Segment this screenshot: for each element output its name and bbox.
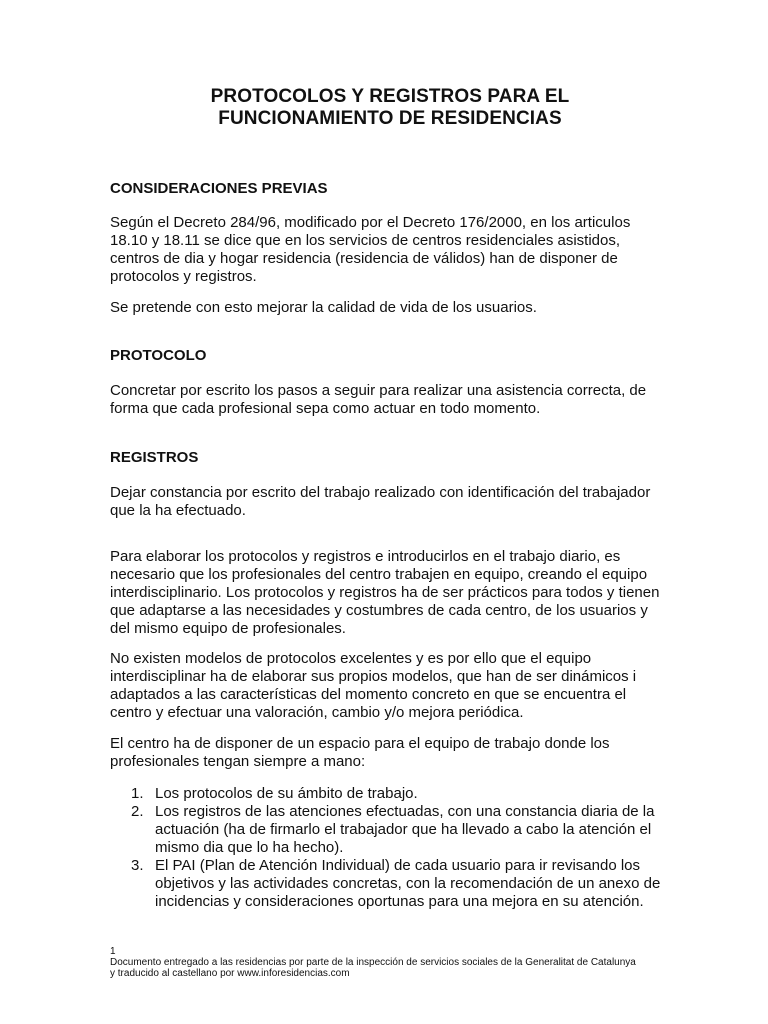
text-line: interdisciplinario. Los protocolos y registros ha de ser prácticos para todos y tienen — [110, 584, 660, 601]
text-line: centro y efectuar una valoración, cambio y/o mejora periódica. — [110, 704, 524, 721]
text-line: incidencias y consideraciones oportunas para una mejora en su atención. — [155, 893, 644, 910]
text-line: que la ha efectuado. — [110, 502, 246, 519]
paragraph-body-2 — [110, 650, 685, 722]
heading-consideraciones: CONSIDERACIONES PREVIAS — [110, 180, 328, 197]
paragraph-body-3 — [110, 735, 685, 771]
text-line: Concretar por escrito los pasos a seguir para realizar una asistencia correcta, de — [110, 382, 647, 399]
footnote-line: Documento entregado a las residencias por parte de la inspección de servicios sociales de la Generalitat de Catalunya — [110, 957, 636, 968]
list-item — [110, 857, 690, 911]
list-item-number: 3. — [131, 857, 144, 874]
text-line: Los registros de las atenciones efectuadas, con una constancia diaria de la — [155, 803, 655, 820]
text-line: profesionales tengan siempre a mano: — [110, 753, 366, 770]
text-line: Según el Decreto 284/96, modificado por el Decreto 176/2000, en los articulos — [110, 214, 631, 231]
text-line: del mismo equipo de profesionales. — [110, 620, 346, 637]
list-item-number: 2. — [131, 803, 144, 820]
text-line: Para elaborar los protocolos y registros e introducirlos en el trabajo diario, es — [110, 548, 621, 565]
paragraph-registros — [110, 484, 685, 520]
paragraph-consideraciones-2 — [110, 299, 685, 317]
title-line-1: PROTOCOLOS Y REGISTROS PARA EL — [210, 86, 570, 107]
text-line: que adaptarse a las necesidades y costumbres de cada centro, de los usuarios y — [110, 602, 648, 619]
text-line: Se pretende con esto mejorar la calidad de vida de los usuarios. — [110, 299, 537, 316]
text-line: objetivos y las actividades concretas, con la recomendación de un anexo de — [155, 875, 661, 892]
text-line: No existen modelos de protocolos excelentes y es por ello que el equipo — [110, 650, 592, 667]
text-line: 18.10 y 18.11 se dice que en los servicios de centros residenciales asistidos, — [110, 232, 621, 249]
text-line: Los protocolos de su ámbito de trabajo. — [155, 785, 418, 802]
text-line: necesario que los profesionales del centro trabajen en equipo, creando el equipo — [110, 566, 648, 583]
list-item-number: 1. — [131, 785, 144, 802]
text-line: forma que cada profesional sepa como actuar en todo momento. — [110, 400, 541, 417]
document-page — [110, 0, 690, 1024]
text-line: interdisciplinar ha de elaborar sus propios modelos, que han de ser dinámicos i — [110, 668, 637, 685]
text-line: centros de dia y hogar residencia (residencia de válidos) han de disponer de — [110, 250, 618, 267]
document-title — [110, 86, 670, 130]
text-line: mismo dia que lo ha hecho). — [155, 839, 344, 856]
list-item — [110, 803, 690, 857]
numbered-list — [110, 785, 690, 911]
footnote-line: y traducido al castellano por www.inforesidencias.com — [110, 968, 350, 979]
text-line: El PAI (Plan de Atención Individual) de cada usuario para ir revisando los — [155, 857, 641, 874]
heading-registros: REGISTROS — [110, 449, 199, 466]
text-line: protocolos y registros. — [110, 268, 257, 285]
text-line: Dejar constancia por escrito del trabajo realizado con identificación del trabajador — [110, 484, 651, 501]
paragraph-protocolo — [110, 382, 685, 418]
paragraph-body-1 — [110, 548, 685, 638]
footnote — [110, 946, 636, 979]
text-line: El centro ha de disponer de un espacio para el equipo de trabajo donde los — [110, 735, 610, 752]
heading-protocolo: PROTOCOLO — [110, 347, 207, 364]
list-item — [110, 785, 690, 803]
footnote-number: 1 — [110, 946, 116, 957]
title-line-2: FUNCIONAMIENTO DE RESIDENCIAS — [218, 108, 562, 129]
paragraph-consideraciones-1 — [110, 214, 685, 286]
text-line: actuación (ha de firmarlo el trabajador que ha llevado a cabo la atención el — [155, 821, 652, 838]
text-line: adaptados a las características del momento concreto en que se encuentra el — [110, 686, 627, 703]
